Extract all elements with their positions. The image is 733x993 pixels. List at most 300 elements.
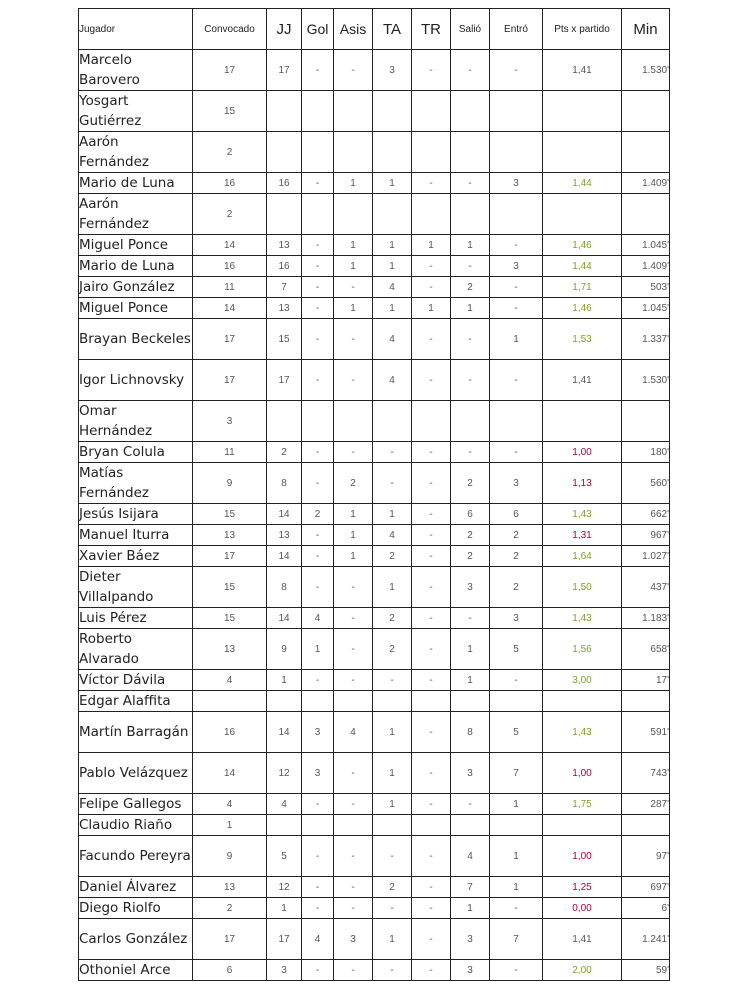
cell-gol: 4 [302,608,334,629]
cell-convocado [193,691,267,712]
cell-convocado: 14 [193,235,267,256]
cell-entro: 5 [490,712,543,753]
table-row[interactable] [79,504,670,525]
cell-convocado: 11 [193,442,267,463]
cell-salio: - [451,360,490,401]
cell-convocado: 17 [193,319,267,360]
cell-jj [267,91,302,132]
cell-tr: - [412,567,451,608]
cell-salio [451,194,490,235]
cell-min: 6' [622,898,670,919]
col-header-ta[interactable]: TA [373,9,412,50]
cell-min: 1.045' [622,235,670,256]
table-row[interactable] [79,91,670,132]
cell-min: 560' [622,463,670,504]
cell-convocado: 6 [193,960,267,981]
cell-salio [451,815,490,836]
cell-entro: 7 [490,919,543,960]
cell-asis: - [334,836,373,877]
cell-ta: - [373,463,412,504]
cell-convocado: 17 [193,50,267,91]
table-row[interactable] [79,794,670,815]
cell-pts-x-partido: 1,71 [543,277,622,298]
cell-gol: 2 [302,504,334,525]
cell-entro: - [490,298,543,319]
cell-tr: - [412,919,451,960]
cell-entro: - [490,898,543,919]
cell-min: 1.045' [622,298,670,319]
cell-entro: 1 [490,319,543,360]
table-row[interactable] [79,712,670,753]
cell-convocado: 2 [193,898,267,919]
cell-tr: - [412,277,451,298]
table-row[interactable] [79,960,670,981]
cell-gol: - [302,50,334,91]
cell-convocado: 11 [193,277,267,298]
cell-jugador: Pablo Velázquez [79,753,193,794]
player-stats-table [78,8,670,981]
cell-min [622,132,670,173]
cell-jugador: Diego Riolfo [79,898,193,919]
cell-convocado: 4 [193,794,267,815]
cell-gol: - [302,463,334,504]
header-row [79,9,670,50]
cell-pts-x-partido [543,91,622,132]
cell-tr [412,91,451,132]
cell-asis: 1 [334,504,373,525]
cell-tr: - [412,546,451,567]
cell-pts-x-partido [543,815,622,836]
cell-gol: - [302,256,334,277]
cell-gol: - [302,877,334,898]
cell-pts-x-partido: 1,41 [543,50,622,91]
cell-pts-x-partido: 1,00 [543,442,622,463]
cell-ta: 1 [373,712,412,753]
table-row[interactable] [79,753,670,794]
table-row[interactable] [79,919,670,960]
cell-pts-x-partido: 1,00 [543,836,622,877]
cell-convocado: 15 [193,91,267,132]
cell-convocado: 16 [193,712,267,753]
cell-asis [334,815,373,836]
cell-min: 97' [622,836,670,877]
cell-jj: 12 [267,753,302,794]
cell-jj: 15 [267,319,302,360]
cell-ta: 4 [373,525,412,546]
col-header-min[interactable]: Min [622,9,670,50]
cell-entro: 3 [490,173,543,194]
cell-gol: - [302,235,334,256]
cell-salio: 8 [451,712,490,753]
cell-jj: 13 [267,298,302,319]
cell-min: 59' [622,960,670,981]
cell-convocado: 17 [193,360,267,401]
cell-asis [334,132,373,173]
cell-gol [302,194,334,235]
col-header-convocado[interactable]: Convocado [193,9,267,50]
col-header-jj[interactable]: JJ [267,9,302,50]
cell-ta: - [373,960,412,981]
cell-ta: 2 [373,629,412,670]
cell-tr: 1 [412,235,451,256]
table-row[interactable] [79,546,670,567]
cell-asis: - [334,319,373,360]
cell-ta: 1 [373,235,412,256]
cell-asis [334,401,373,442]
cell-gol: - [302,298,334,319]
cell-ta: 1 [373,298,412,319]
cell-min: 662' [622,504,670,525]
cell-pts-x-partido: 2,00 [543,960,622,981]
cell-ta [373,691,412,712]
cell-jj: 8 [267,567,302,608]
cell-convocado: 9 [193,836,267,877]
cell-min [622,401,670,442]
cell-asis: - [334,608,373,629]
cell-min: 1.409' [622,173,670,194]
cell-asis: - [334,277,373,298]
cell-jj: 4 [267,794,302,815]
cell-pts-x-partido: 1,44 [543,173,622,194]
cell-ta [373,132,412,173]
cell-pts-x-partido: 1,41 [543,360,622,401]
cell-convocado: 17 [193,919,267,960]
cell-asis: 1 [334,298,373,319]
table-row[interactable] [79,463,670,504]
cell-min: 503' [622,277,670,298]
cell-pts-x-partido: 1,50 [543,567,622,608]
cell-jugador: Claudio Riaño [79,815,193,836]
cell-ta: - [373,898,412,919]
cell-tr: - [412,504,451,525]
cell-pts-x-partido: 1,44 [543,256,622,277]
cell-jugador: Roberto Alvarado [79,629,193,670]
col-header-pts[interactable]: Pts x partido [543,9,622,50]
table-row[interactable] [79,670,670,691]
cell-entro [490,691,543,712]
cell-min: 180' [622,442,670,463]
cell-jugador: Martín Barragán [79,712,193,753]
cell-tr: - [412,319,451,360]
cell-salio: 1 [451,235,490,256]
cell-jugador: Manuel Iturra [79,525,193,546]
cell-convocado: 13 [193,629,267,670]
cell-entro: - [490,442,543,463]
cell-jugador: Aarón Fernández [79,132,193,173]
cell-salio: 1 [451,629,490,670]
table-row[interactable] [79,132,670,173]
cell-tr [412,401,451,442]
table-row[interactable] [79,442,670,463]
table-body [79,50,670,981]
cell-entro: 7 [490,753,543,794]
col-header-gol[interactable]: Gol [302,9,334,50]
cell-entro [490,194,543,235]
col-header-asis[interactable]: Asis [334,9,373,50]
table-row[interactable] [79,525,670,546]
cell-jj: 14 [267,608,302,629]
cell-jugador: Igor Lichnovsky [79,360,193,401]
cell-convocado: 2 [193,194,267,235]
cell-gol: - [302,277,334,298]
cell-jugador: Yosgart Gutiérrez [79,91,193,132]
cell-pts-x-partido: 1,43 [543,504,622,525]
cell-min [622,194,670,235]
cell-salio [451,691,490,712]
cell-min: 697' [622,877,670,898]
cell-salio: 2 [451,546,490,567]
cell-ta: 4 [373,319,412,360]
cell-jj [267,132,302,173]
cell-asis [334,194,373,235]
cell-asis: - [334,877,373,898]
cell-jj: 7 [267,277,302,298]
cell-asis: - [334,50,373,91]
cell-asis: 1 [334,546,373,567]
cell-convocado: 14 [193,298,267,319]
cell-ta: - [373,836,412,877]
table-row[interactable] [79,608,670,629]
cell-entro: - [490,277,543,298]
cell-pts-x-partido: 1,31 [543,525,622,546]
cell-ta: - [373,442,412,463]
cell-asis: - [334,567,373,608]
cell-entro [490,815,543,836]
cell-asis: - [334,898,373,919]
cell-jugador: Aarón Fernández [79,194,193,235]
cell-tr [412,194,451,235]
cell-pts-x-partido [543,132,622,173]
cell-salio: - [451,173,490,194]
cell-gol: - [302,836,334,877]
cell-jj: 16 [267,256,302,277]
table-row[interactable] [79,629,670,670]
cell-pts-x-partido: 1,64 [543,546,622,567]
cell-ta: 3 [373,50,412,91]
cell-min: 1.409' [622,256,670,277]
cell-jugador: Daniel Álvarez [79,877,193,898]
cell-tr: - [412,753,451,794]
table-row[interactable] [79,277,670,298]
cell-tr: - [412,877,451,898]
cell-ta: 4 [373,277,412,298]
table-row[interactable] [79,567,670,608]
table-row[interactable] [79,815,670,836]
table-row[interactable] [79,691,670,712]
cell-gol: 3 [302,712,334,753]
cell-min [622,691,670,712]
table-row[interactable] [79,173,670,194]
cell-tr: - [412,670,451,691]
cell-asis: - [334,360,373,401]
cell-pts-x-partido: 0,00 [543,898,622,919]
cell-asis: 1 [334,256,373,277]
cell-pts-x-partido: 3,00 [543,670,622,691]
table-row[interactable] [79,360,670,401]
cell-pts-x-partido: 1,43 [543,608,622,629]
cell-jugador: Xavier Báez [79,546,193,567]
cell-jj: 12 [267,877,302,898]
cell-jugador: Mario de Luna [79,173,193,194]
cell-jugador: Matías Fernández [79,463,193,504]
cell-jugador: Omar Hernández [79,401,193,442]
cell-jugador: Luis Pérez [79,608,193,629]
cell-ta: 1 [373,173,412,194]
cell-min [622,91,670,132]
cell-jj: 8 [267,463,302,504]
cell-tr: - [412,712,451,753]
cell-salio: 3 [451,960,490,981]
cell-jugador: Bryan Colula [79,442,193,463]
cell-pts-x-partido [543,691,622,712]
cell-min: 967' [622,525,670,546]
cell-jugador: Facundo Pereyra [79,836,193,877]
cell-gol: - [302,360,334,401]
cell-pts-x-partido: 1,53 [543,319,622,360]
table-row[interactable] [79,319,670,360]
cell-asis: - [334,442,373,463]
cell-entro: 1 [490,836,543,877]
cell-entro: 3 [490,463,543,504]
col-header-entro[interactable]: Entró [490,9,543,50]
cell-gol [302,691,334,712]
cell-entro: 3 [490,608,543,629]
cell-min: 1.530' [622,360,670,401]
cell-salio [451,401,490,442]
cell-entro: 2 [490,546,543,567]
cell-jj [267,194,302,235]
cell-entro [490,132,543,173]
cell-convocado: 16 [193,173,267,194]
cell-gol: - [302,960,334,981]
cell-tr: 1 [412,298,451,319]
cell-tr: - [412,794,451,815]
cell-ta [373,194,412,235]
cell-ta: - [373,670,412,691]
cell-jugador: Felipe Gallegos [79,794,193,815]
cell-pts-x-partido: 1,13 [543,463,622,504]
cell-salio: 1 [451,298,490,319]
cell-min: 1.183' [622,608,670,629]
cell-pts-x-partido: 1,75 [543,794,622,815]
col-header-salio[interactable]: Salió [451,9,490,50]
cell-min: 1.530' [622,50,670,91]
cell-jj: 17 [267,919,302,960]
cell-asis: 1 [334,173,373,194]
cell-salio: 3 [451,919,490,960]
cell-gol: - [302,319,334,360]
cell-convocado: 15 [193,504,267,525]
cell-entro: 3 [490,256,543,277]
cell-ta: 2 [373,608,412,629]
cell-asis: 1 [334,235,373,256]
cell-gol: - [302,898,334,919]
cell-convocado: 15 [193,608,267,629]
table-row[interactable] [79,256,670,277]
cell-tr [412,691,451,712]
table-row[interactable] [79,50,670,91]
cell-convocado: 1 [193,815,267,836]
cell-jugador: Miguel Ponce [79,298,193,319]
cell-asis: - [334,629,373,670]
cell-salio: 4 [451,836,490,877]
cell-tr: - [412,442,451,463]
cell-entro: - [490,235,543,256]
cell-asis [334,91,373,132]
cell-jugador: Víctor Dávila [79,670,193,691]
cell-min: 1.337' [622,319,670,360]
table-row[interactable] [79,877,670,898]
table-row[interactable] [79,298,670,319]
cell-ta: 1 [373,794,412,815]
cell-ta [373,91,412,132]
cell-salio: - [451,256,490,277]
cell-entro [490,401,543,442]
cell-jj: 14 [267,712,302,753]
cell-jj: 17 [267,50,302,91]
cell-convocado: 13 [193,525,267,546]
cell-entro: 2 [490,567,543,608]
table-row[interactable] [79,194,670,235]
cell-gol [302,401,334,442]
cell-salio: 2 [451,277,490,298]
cell-jj: 3 [267,960,302,981]
cell-convocado: 17 [193,546,267,567]
cell-jugador: Miguel Ponce [79,235,193,256]
cell-gol: - [302,173,334,194]
col-header-jugador[interactable]: Jugador [79,9,193,50]
cell-salio: - [451,50,490,91]
cell-jj: 14 [267,546,302,567]
cell-min: 287' [622,794,670,815]
cell-jj: 9 [267,629,302,670]
cell-pts-x-partido: 1,25 [543,877,622,898]
cell-jj: 14 [267,504,302,525]
cell-gol: 1 [302,629,334,670]
table-row[interactable] [79,401,670,442]
cell-ta: 1 [373,256,412,277]
cell-tr: - [412,525,451,546]
cell-jj: 1 [267,898,302,919]
cell-min: 1.241' [622,919,670,960]
table-row[interactable] [79,836,670,877]
cell-entro: 1 [490,877,543,898]
cell-jugador: Jairo González [79,277,193,298]
cell-salio: 6 [451,504,490,525]
cell-gol: - [302,567,334,608]
cell-asis: 4 [334,712,373,753]
cell-gol: - [302,525,334,546]
cell-ta: 4 [373,360,412,401]
cell-jugador: Carlos González [79,919,193,960]
table-row[interactable] [79,898,670,919]
table-row[interactable] [79,235,670,256]
cell-asis: - [334,753,373,794]
cell-tr: - [412,960,451,981]
col-header-tr[interactable]: TR [412,9,451,50]
cell-pts-x-partido: 1,46 [543,235,622,256]
cell-jj [267,815,302,836]
cell-convocado: 15 [193,567,267,608]
cell-gol: - [302,670,334,691]
cell-entro: 6 [490,504,543,525]
cell-entro: - [490,960,543,981]
cell-pts-x-partido [543,194,622,235]
cell-min [622,815,670,836]
cell-gol [302,132,334,173]
cell-pts-x-partido: 1,43 [543,712,622,753]
cell-asis: 3 [334,919,373,960]
